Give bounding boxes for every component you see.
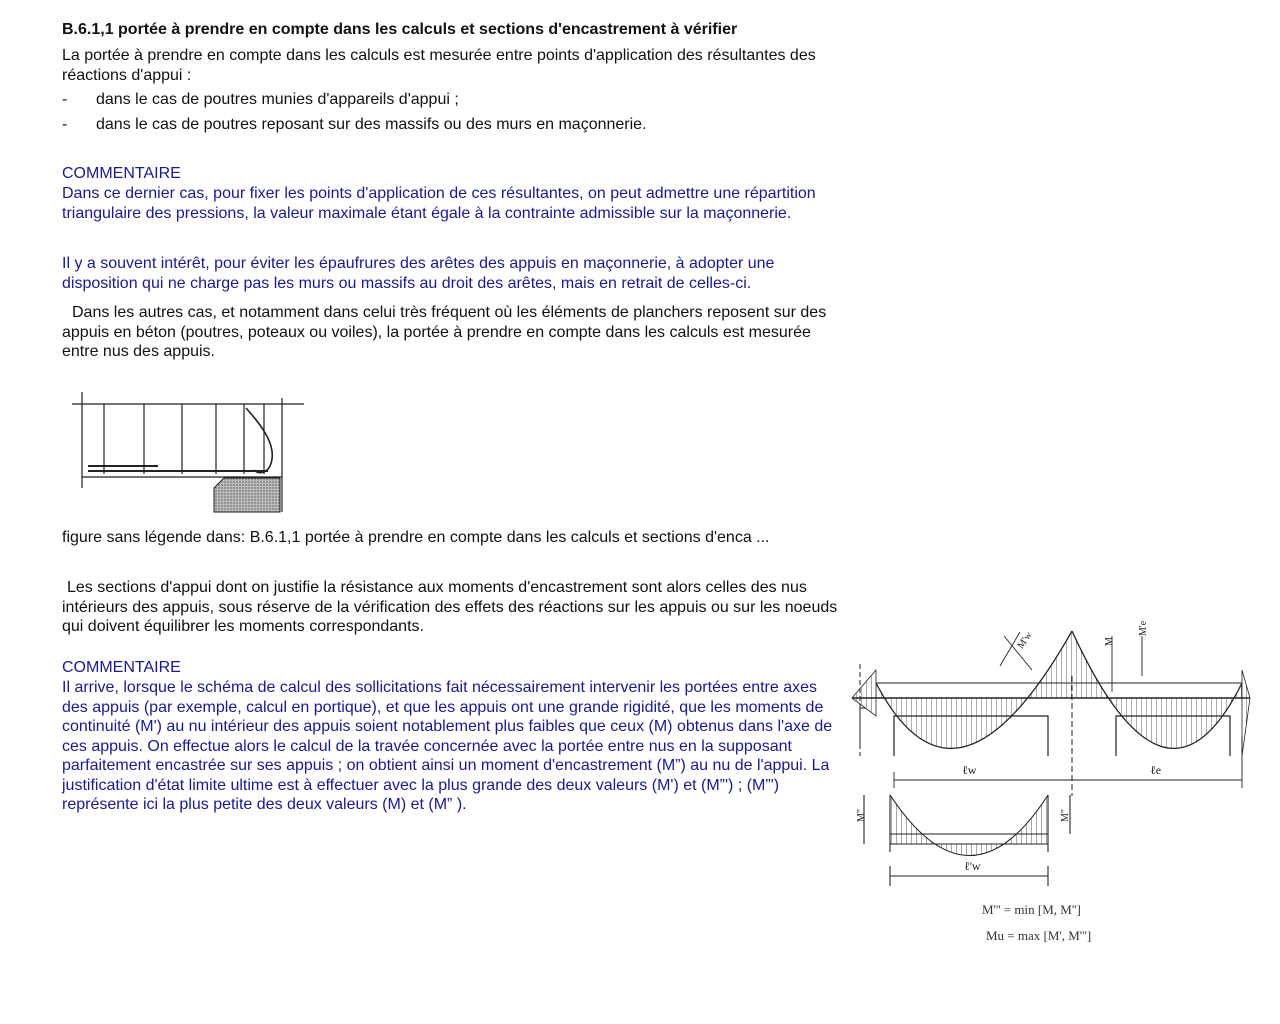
bullet-item <box>62 115 842 135</box>
bullet-text: dans le cas de poutres munies d'appareils d'appui ; <box>96 91 459 108</box>
label-me-prime: M'e <box>1138 620 1149 636</box>
label-m-dprime-left: M" <box>856 809 867 822</box>
beam-support-figure <box>68 388 308 516</box>
moment-diagram <box>846 596 1260 952</box>
bullet-marker: - <box>62 116 68 133</box>
figure-caption: figure sans légende dans: B.6.1,1 portée à prendre en compte dans les calculs et sections d'enca ... <box>62 529 770 546</box>
intro-paragraph: La portée à prendre en compte dans les calculs est mesurée entre points d'application des résultantes des réactions d'appui : <box>62 47 816 84</box>
label-m: M <box>1104 637 1115 646</box>
commentary-paragraph: Dans ce dernier cas, pour fixer les points d'application de ces résultantes, on peut admettre une répartition triangulaire des pressions, la valeur maximale étant égale à la contrainte admissible sur la maçonnerie. <box>62 185 816 222</box>
commentary-paragraph: Il arrive, lorsque le schéma de calcul des sollicitations fait nécessairement intervenir les portées entre axes des appuis (par exemple, calcul en portique), et que les appuis ont une grande rigidité, que les moments de continuité (M') au nu intérieur des appuis soient notablement plus faibles que ceux (M) obtenus dans l'axe de ces appuis. On effectue alors le calcul de la travée concernée avec la portée entre nus en la supposant parfaitement encastrée sur ses appuis ; on obtient ainsi un moment d'encastrement (M”) au nu de l'appui. La justification d'état limite ultime est à effectuer avec la plus grande des deux valeurs (M') et (M”') ; (M”') représente ici la plus petite des deux valeurs (M) et (M” ). <box>62 679 833 813</box>
section-title: B.6.1,1 portée à prendre en compte dans les calculs et sections d'encastrement à vérifier <box>62 21 738 38</box>
commentary-paragraph: Il y a souvent intérêt, pour éviter les épaufrures des arêtes des appuis en maçonnerie, à adopter une disposition qui ne charge pas les murs ou massifs au droit des arêtes, mais en retrait de celles-ci. <box>62 255 775 292</box>
bullet-item <box>62 90 842 110</box>
commentary-label: COMMENTAIRE <box>62 165 181 182</box>
bullet-text: dans le cas de poutres reposant sur des massifs ou des murs en maçonnerie. <box>96 116 647 133</box>
commentary-label: COMMENTAIRE <box>62 659 181 676</box>
label-le: ℓe <box>1150 763 1162 777</box>
formula-m-triple-prime: M''' = min [M, M''] <box>982 902 1081 917</box>
body-paragraph: Dans les autres cas, et notamment dans celui très fréquent où les éléments de planchers reposent sur des appuis en béton (poutres, poteaux ou voiles), la portée à prendre en compte dans les calculs est mesurée entre nus des appuis. <box>62 304 827 360</box>
label-mw-prime: M'w <box>1015 629 1035 651</box>
body-paragraph: Les sections d'appui dont on justifie la résistance aux moments d'encastrement sont alors celles des nus intérieurs des appuis, sous réserve de la vérification des effets des réactions sur les appuis ou sur les noeuds qui doivent équilibrer les moments correspondants. <box>62 579 838 635</box>
label-lw: ℓw <box>962 763 977 777</box>
label-lw-prime: ℓ'w <box>964 859 981 873</box>
formula-mu: Mu = max [M', M'''] <box>986 928 1092 943</box>
bullet-marker: - <box>62 91 68 108</box>
label-m-dprime-right: M" <box>1060 809 1071 822</box>
